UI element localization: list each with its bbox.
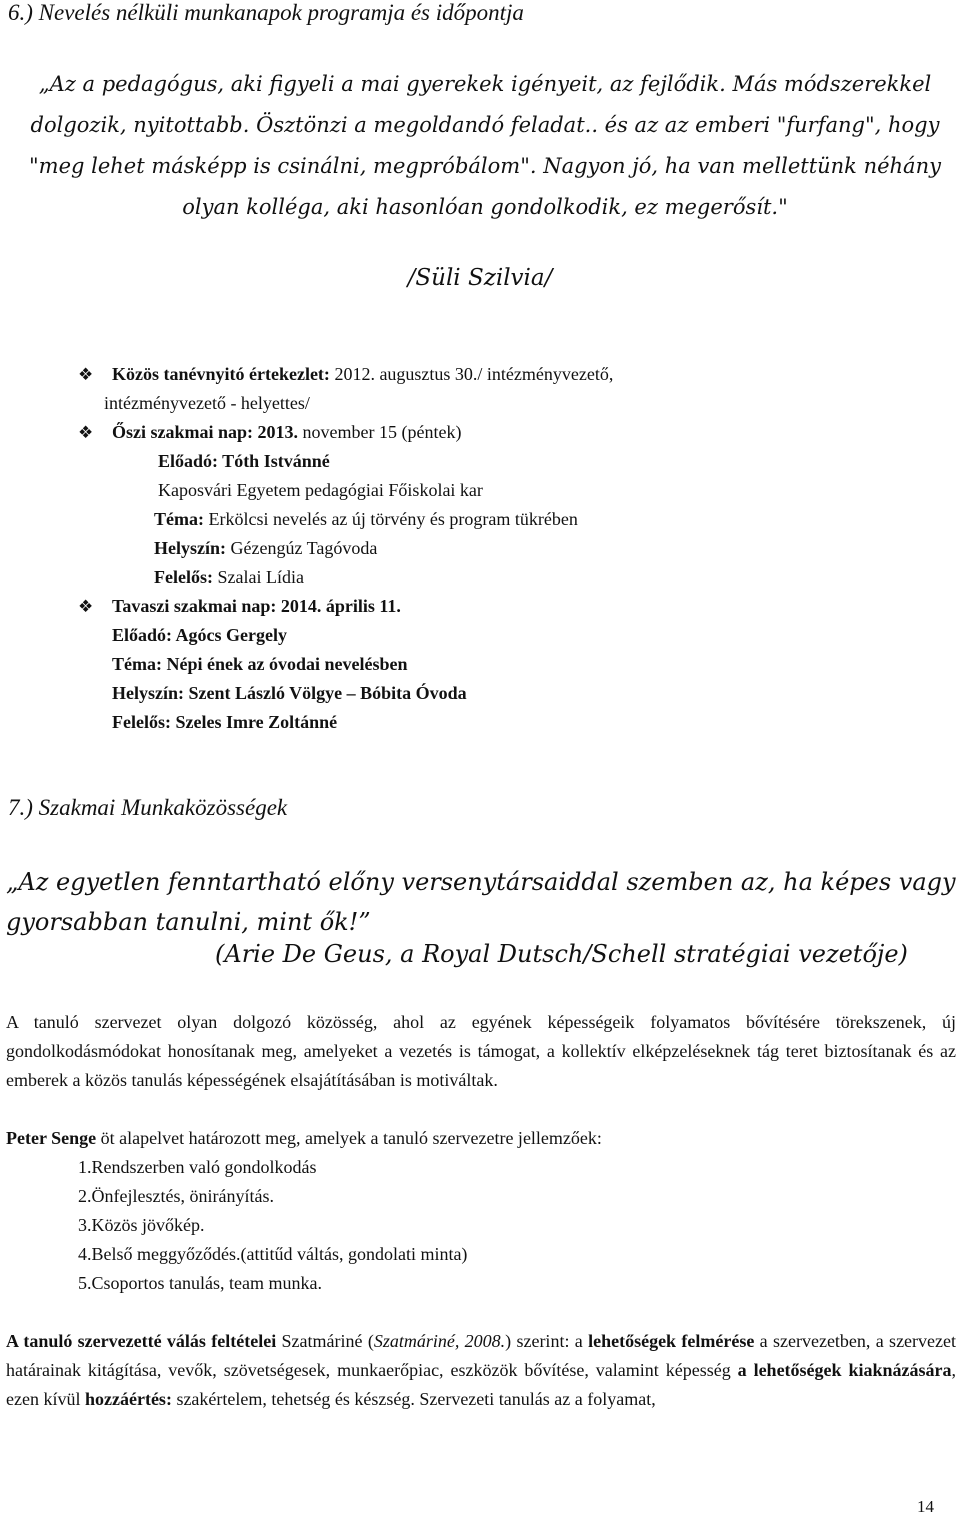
- list-item: 5.Csoportos tanulás, team munka.: [78, 1273, 322, 1293]
- list-item-tanevnyito: [112, 360, 613, 389]
- paragraph-peter-senge: Peter Senge öt alapelvet határozott meg, amelyek a tanuló szervezetre jellemzőek:: [6, 1128, 602, 1148]
- tavaszi-tema: Téma: Népi ének az óvodai nevelésben: [112, 654, 408, 674]
- section-6-quote: „Az a pedagógus, aki figyeli a mai gyerekek igényeit, az fejlődik. Más módszerekkel dolgozik, nyitottabb. Ösztönzi a megoldandó feladat.. és az az emberi "furfang", hogy "meg lehet másképp is csinálni, megpróbálom". Nagyon jó, ha van mellettünk néhány olyan kolléga, aki hasonlóan gondolkodik, ez megerősít.": [29, 72, 941, 219]
- item-title: Közös tanévnyitó értekezlet:: [112, 364, 330, 384]
- oszi-tema: Téma: Erkölcsi nevelés az új törvény és program tükrében: [154, 509, 578, 529]
- diamond-bullet-icon: ❖: [78, 365, 94, 384]
- list-item-tanevnyito-line2: intézményvezető - helyettes/: [104, 393, 310, 413]
- page-number: 14: [917, 1497, 934, 1516]
- section-6-heading: 6.) Nevelés nélküli munkanapok programja és időpontja: [8, 0, 524, 25]
- section-7-quote: „Az egyetlen fenntartható előny versenytársaiddal szemben az, ha képes vagy gyorsabban tanulni, mint ők!”: [6, 868, 956, 936]
- section-6-quote-author: /Süli Szilvia/: [407, 265, 553, 291]
- tavaszi-helyszin: Helyszín: Szent László Völgye – Bóbita Óvoda: [112, 683, 467, 703]
- list-item: 4.Belső meggyőződés.(attitűd váltás, gondolati minta): [78, 1244, 468, 1264]
- oszi-institution: Kaposvári Egyetem pedagógiai Főiskolai kar: [158, 480, 483, 500]
- diamond-bullet-icon: ❖: [78, 423, 94, 442]
- list-item: 3.Közös jövőkép.: [78, 1215, 205, 1235]
- tavaszi-felelos: Felelős: Szeles Imre Zoltánné: [112, 712, 338, 732]
- paragraph-tanulo-szervezet: A tanuló szervezet olyan dolgozó közösség, ahol az egyének képességeik folyamatos bővítésére törekszenek, új gondolkodásmódokat honosítanak meg, amelyeket a vezetés is támogat, a kollektív elképzeléseknek tág teret biztosítanak és az emberek a közös tanulás képességének elsajátításában is motiváltak.: [6, 1012, 956, 1090]
- oszi-felelos: Felelős: Szalai Lídia: [154, 567, 304, 587]
- list-item: 2.Önfejlesztés, önirányítás.: [78, 1186, 274, 1206]
- list-item: 1.Rendszerben való gondolkodás: [78, 1157, 317, 1177]
- oszi-helyszin: Helyszín: Gézengúz Tagóvoda: [154, 538, 378, 558]
- section-7-quote-author: (Arie De Geus, a Royal Dutsch/Schell stratégiai vezetője): [215, 940, 908, 968]
- paragraph-feltetelek: A tanuló szervezetté válás feltételei Szatmáriné (Szatmáriné, 2008.) szerint: a lehetőségek felmérése a szervezetben, a szervezet határainak kitágítása, vevők, szövetségesek, munkaerőpiac, eszközök bővítése, valamint képesség a lehetőségek kiaknázására, ezen kívül hozzáértés: szakértelem, tehetség és készség. Szervezeti tanulás az a folyamat,: [6, 1331, 957, 1409]
- list-item-tavaszi: Tavaszi szakmai nap: 2014. április 11.: [112, 596, 401, 616]
- tavaszi-eloado: Előadó: Agócs Gergely: [112, 625, 287, 645]
- item-title: Őszi szakmai nap: 2013.: [112, 422, 299, 442]
- item-text: november 15 (péntek): [298, 422, 462, 442]
- item-text: 2012. augusztus 30./ intézményvezető,: [329, 364, 614, 384]
- section-7-heading: 7.) Szakmai Munkaközösségek: [8, 795, 288, 820]
- diamond-bullet-icon: ❖: [78, 597, 94, 616]
- list-item-oszi: [112, 418, 461, 447]
- oszi-eloado: Előadó: Tóth Istvánné: [158, 451, 330, 471]
